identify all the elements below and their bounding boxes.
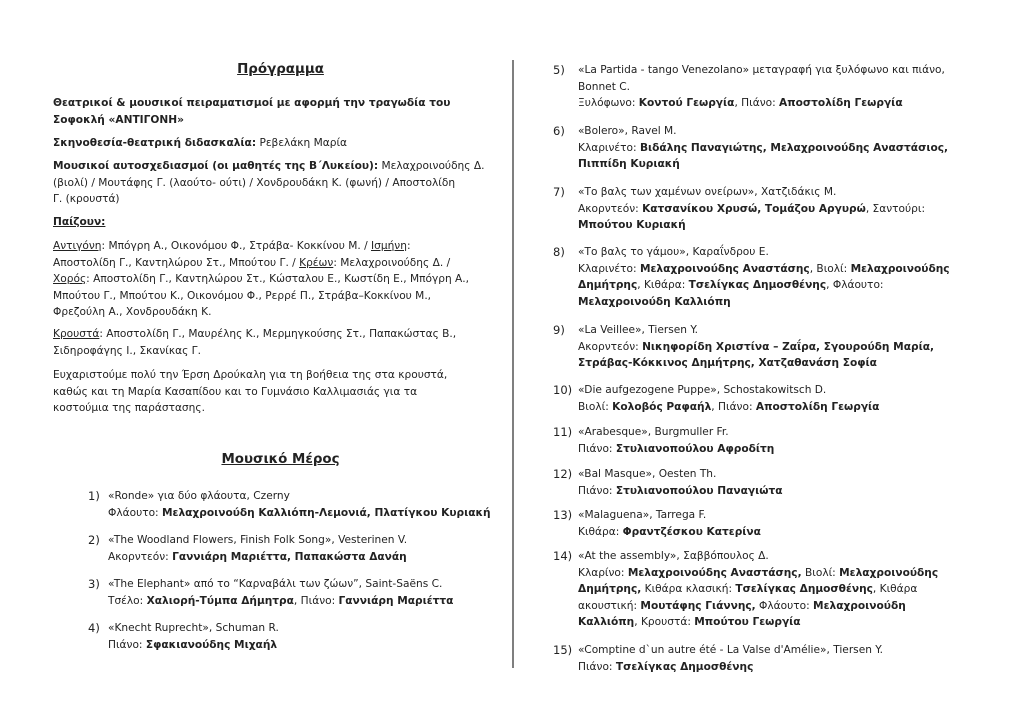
text-segment: , Βιολί: [809, 262, 851, 275]
thanks-line: Ευχαριστούμε πολύ την Έρση Δρούκαλη για τη βοήθεια της στα κρουστά, [53, 369, 448, 381]
piece-title-line [578, 322, 978, 339]
performer-name: Κολοβός Ραφαήλ [612, 400, 712, 413]
cast-names: Φρεζούλη Α., Χονδρουδάκη Κ. [53, 306, 212, 318]
text-segment: , Φλάουτο: [826, 279, 884, 291]
cast-list [53, 238, 469, 321]
program-title: Πρόγραμμα [237, 62, 324, 77]
role-antigone: Αντιγόνη [53, 240, 102, 252]
performer-name: Τσελίγκας Δημοσθένης [735, 583, 873, 595]
piece-title-line [578, 62, 978, 79]
performers-line [108, 637, 518, 654]
performers-line [578, 201, 978, 218]
program-item-body [578, 244, 978, 310]
text-segment: «Ronde» για δύο φλάουτα, Czerny [108, 490, 290, 502]
program-item-body [108, 576, 518, 609]
intro-line: Θεατρικοί & μουσικοί πειραματισμοί με αφορμή την τραγωδία του [53, 97, 451, 109]
text-segment: «Die aufgezogene Puppe», Schostakowitsch D. [578, 384, 827, 396]
program-item-body [578, 184, 978, 234]
performer-name: Σφακιανούδης Μιχαήλ [145, 638, 278, 651]
performer-name: Τσελίγκας Δημοσθένης [688, 279, 827, 291]
performer-name: Κατσανίκου Χρυσώ, Τομάζου Αργυρώ [642, 202, 866, 215]
text-segment: Bonnet C. [578, 80, 630, 93]
text-segment: ακουστική: [578, 599, 641, 612]
performers-line [578, 217, 978, 234]
performer-name: Τσελίγκας Δημοσθένης [615, 660, 754, 673]
text-segment: Ακορντεόν: [578, 202, 643, 215]
program-item-body [108, 620, 518, 653]
program-item-number: 1) [88, 489, 100, 503]
program-item-number: 3) [88, 577, 100, 591]
text-segment: Κιθάρα: [578, 525, 623, 538]
performers-line [108, 593, 518, 610]
program-item-number: 8) [553, 245, 565, 259]
piece-title-line [108, 620, 518, 637]
performer-name: Δημήτρης, [578, 583, 642, 595]
piece-title-line [578, 548, 978, 565]
text-segment: Πιάνο: [108, 638, 146, 651]
text-segment: , Πιάνο: [711, 400, 756, 413]
performers-line [578, 140, 978, 157]
performer-name: Μελαχροινούδη Καλλιόπη-Λεμονιά, Πλατίγκου Κυριακή [162, 506, 491, 519]
text-segment: Βιολί: [578, 400, 613, 413]
program-item-number: 7) [553, 185, 565, 199]
performers-line [578, 156, 978, 173]
piece-title-line [578, 184, 978, 201]
performers-line [578, 399, 978, 416]
program-item-number: 9) [553, 323, 565, 337]
performers-line [578, 261, 978, 278]
performers-line [578, 441, 978, 458]
text-segment: «The Elephant» από το “Καρναβάλι των ζώων”, Saint-Saëns C. [108, 578, 443, 590]
performer-name: Φραντζέσκου Κατερίνα [622, 525, 761, 538]
role-percussion: Κρουστά [53, 328, 100, 340]
performer-name: Στυλιανοπούλου Αφροδίτη [615, 442, 775, 455]
cast-names: : Μελαχροινούδης Δ. / [333, 256, 451, 269]
text-segment: Ακορντεόν: [578, 340, 643, 353]
piece-title-line [578, 642, 978, 659]
text-segment: , Πιάνο: [293, 594, 339, 607]
program-item-body [108, 532, 518, 565]
performers-line [578, 294, 978, 311]
text-segment: Βιολί: [801, 566, 840, 579]
text-segment: , Κιθάρα: [637, 279, 689, 291]
text-segment: «Bolero», Ravel M. [578, 125, 677, 137]
performer-name: Πιππίδη Κυριακή [578, 158, 680, 170]
text-segment: «Arabesque», Burgmuller Fr. [578, 426, 729, 438]
program-item-body [578, 548, 978, 631]
text-segment: Φλάουτο: [755, 599, 814, 612]
program-item-number: 10) [553, 383, 573, 397]
text-segment: «Malaguena», Tarrega F. [578, 509, 707, 521]
performer-name: Μπούτου Κυριακή [578, 219, 686, 231]
direction-value: Ρεβελάκη Μαρία [256, 137, 348, 149]
text-segment: , Σαντούρι: [865, 202, 926, 215]
program-item-number: 14) [553, 549, 573, 563]
text-segment: «La Partida - tango Venezolano» μεταγραφή για ξυλόφωνο και πιάνο, [578, 64, 945, 76]
text-segment: Κιθάρα κλασική: [641, 583, 736, 595]
piece-title-line [108, 532, 518, 549]
program-item-number: 5) [553, 63, 565, 77]
performer-name: Μελαχροινούδης [839, 566, 939, 579]
performers-line [578, 659, 978, 676]
program-item-body [578, 62, 978, 112]
improv-value: Γ. (κρουστά) [53, 193, 120, 205]
improv-value: (βιολί) / Μουτάφης Γ. (λαούτο- ούτι) / Χονδρουδάκη Κ. (φωνή) / Αποστολίδη [53, 176, 456, 189]
performers-line [578, 614, 978, 631]
text-segment: Κλαρίνο: [578, 566, 628, 579]
improv-credit [53, 158, 484, 208]
performers-line [578, 355, 978, 372]
performer-name: Βιδάλης Παναγιώτης, Μελαχροινούδης Αναστάσιος, [639, 141, 949, 154]
text-segment: Πιάνο: [578, 660, 616, 673]
program-item-number: 11) [553, 425, 573, 439]
acknowledgements [53, 367, 447, 417]
program-item-number: 13) [553, 508, 573, 522]
text-segment: «Bal Masque», Oesten Th. [578, 468, 717, 480]
text-segment: «La Veillee», Tiersen Y. [578, 324, 699, 336]
piece-title-line [578, 466, 978, 483]
text-segment: «The Woodland Flowers, Finish Folk Song», Vesterinen V. [108, 534, 408, 546]
performer-name: Γαννιάρη Μαριέττα, Παπακώστα Δανάη [172, 550, 407, 563]
performer-name: Μπούτου Γεωργία [694, 616, 801, 628]
performers-line [108, 549, 518, 566]
text-segment: «Comptine d`un autre été - La Valse d'Amélie», Tiersen Y. [578, 644, 883, 656]
cast-names: : Αποστολίδη Γ., Μαυρέλης Κ., Μερμηγκούσης Στ., Παπακώστας Β., [99, 328, 457, 340]
text-segment: Κλαρινέτο: [578, 141, 640, 154]
performers-line [578, 79, 978, 96]
performers-line [578, 483, 978, 500]
text-segment: «At the assembly», Σαββόπουλος Δ. [578, 550, 769, 562]
text-segment: , Κιθάρα [872, 583, 918, 595]
performer-name: Νικηφορίδη Χριστίνα – Ζαΐρα, Σγουρούδη Μαρία, [642, 340, 934, 353]
thanks-line: καθώς και τη Μαρία Κασαπίδου και το Γυμνάσιο Καλλιμασιάς για τα [53, 385, 418, 398]
performer-name: Χαλιορή-Τύμπα Δήμητρα [146, 594, 294, 607]
text-segment: «Knecht Ruprecht», Schuman R. [108, 622, 279, 634]
program-item-body [578, 642, 978, 675]
performers-line [578, 598, 978, 615]
cast-names: Αποστολίδη Γ., Καντηλώρου Στ., Μπούτου Γ. / [53, 256, 300, 269]
piece-title-line [108, 488, 518, 505]
text-segment: «Το βαλς των χαμένων ονείρων», Χατζιδάκις Μ. [578, 186, 837, 198]
performer-name: Αποστολίδη Γεωργία [779, 97, 903, 109]
improv-value: Μελαχροινούδης Δ. [378, 160, 485, 172]
program-item-number: 15) [553, 643, 573, 657]
role-creon: Κρέων [299, 256, 334, 269]
performers-line [578, 565, 978, 582]
performer-name: Μελαχροινούδης [850, 262, 950, 275]
piece-title-line [578, 424, 978, 441]
performers-line [578, 524, 978, 541]
cast-names: : Μπόγρη Α., Οικονόμου Φ., Στράβα- Κοκκίνου Μ. / [101, 240, 372, 252]
program-item-body [578, 424, 978, 457]
text-segment: «Το βαλς το γάμου», Καραΐνδρου Ε. [578, 246, 769, 258]
program-item-number: 2) [88, 533, 100, 547]
intro-line: Σοφοκλή «ΑΝΤΙΓΟΝΗ» [53, 113, 184, 126]
direction-label: Σκηνοθεσία-θεατρική διδασκαλία: [53, 137, 257, 149]
performer-name: Μελαχροινούδη Καλλιόπη [578, 295, 731, 308]
cast-names: Μπούτου Γ., Μπούτου Κ., Οικονόμου Φ., Ρερρέ Π., Στράβα–Κοκκίνου Μ., [53, 289, 432, 302]
role-ismene: Ισμήνη [371, 240, 407, 252]
cast-names: : Αποστολίδη Γ., Καντηλώρου Στ., Κώσταλου Ε., Κωστίδη Ε., Μπόγρη Α., [86, 273, 470, 285]
performers-line [578, 95, 978, 112]
performer-name: Δημήτρης [578, 279, 638, 291]
thanks-line: κοστούμια της παράστασης. [53, 402, 205, 414]
performer-name: Μουτάφης Γιάννης, [640, 599, 756, 612]
program-item-body [578, 322, 978, 372]
program-item-number: 12) [553, 467, 573, 481]
performer-name: Στυλιανοπούλου Παναγιώτα [615, 484, 783, 497]
text-segment: Ξυλόφωνο: [578, 97, 639, 109]
direction-credit [53, 135, 347, 152]
text-segment: , Κρουστά: [634, 616, 695, 628]
cast-heading: Παίζουν: [53, 216, 106, 228]
cast-names: : [406, 240, 411, 252]
performer-name: Καλλιόπη [578, 616, 635, 628]
performers-line [108, 505, 518, 522]
text-segment: Κλαρινέτο: [578, 262, 640, 275]
piece-title-line [108, 576, 518, 593]
text-segment: Πιάνο: [578, 442, 616, 455]
performers-line [578, 339, 978, 356]
performer-name: Αποστολίδη Γεωργία [755, 400, 880, 413]
program-item-body [108, 488, 518, 521]
text-segment: Πιάνο: [578, 484, 616, 497]
performer-name: Κοντού Γεωργία [638, 97, 735, 109]
music-section-title: Μουσικό Μέρος [221, 452, 340, 467]
performer-name: Μελαχροινούδη [813, 599, 906, 612]
program-item-body [578, 466, 978, 499]
performer-name: Μελαχροινούδης Αναστάσης [639, 262, 810, 275]
program-item-body [578, 123, 978, 173]
intro-heading [53, 95, 450, 128]
text-segment: , Πιάνο: [734, 97, 780, 109]
text-segment: Φλάουτο: [108, 506, 162, 519]
piece-title-line [578, 244, 978, 261]
text-segment: Ακορντεόν: [108, 550, 173, 563]
improv-label: Μουσικοί αυτοσχεδιασμοί (οι μαθητές της Β΄Λυκείου): [53, 160, 379, 172]
piece-title-line [578, 123, 978, 140]
performers-line [578, 277, 978, 294]
program-item-body [578, 382, 978, 415]
performer-name: Μελαχροινούδης Αναστάσης, [627, 566, 802, 579]
program-item-body [578, 507, 978, 540]
program-item-number: 4) [88, 621, 100, 635]
program-item-number: 6) [553, 124, 565, 138]
performer-name: Γαννιάρη Μαριέττα [338, 594, 454, 607]
role-chorus: Χορός [53, 273, 87, 285]
percussion-credit [53, 326, 456, 359]
cast-names: Σιδηροφάγης Ι., Σκανίκας Γ. [53, 344, 201, 357]
piece-title-line [578, 382, 978, 399]
performer-name: Στράβας-Κόκκινος Δημήτρης, Χατζαθανάση Σοφία [578, 357, 877, 369]
text-segment: Τσέλο: [108, 594, 147, 607]
piece-title-line [578, 507, 978, 524]
performers-line [578, 581, 978, 598]
